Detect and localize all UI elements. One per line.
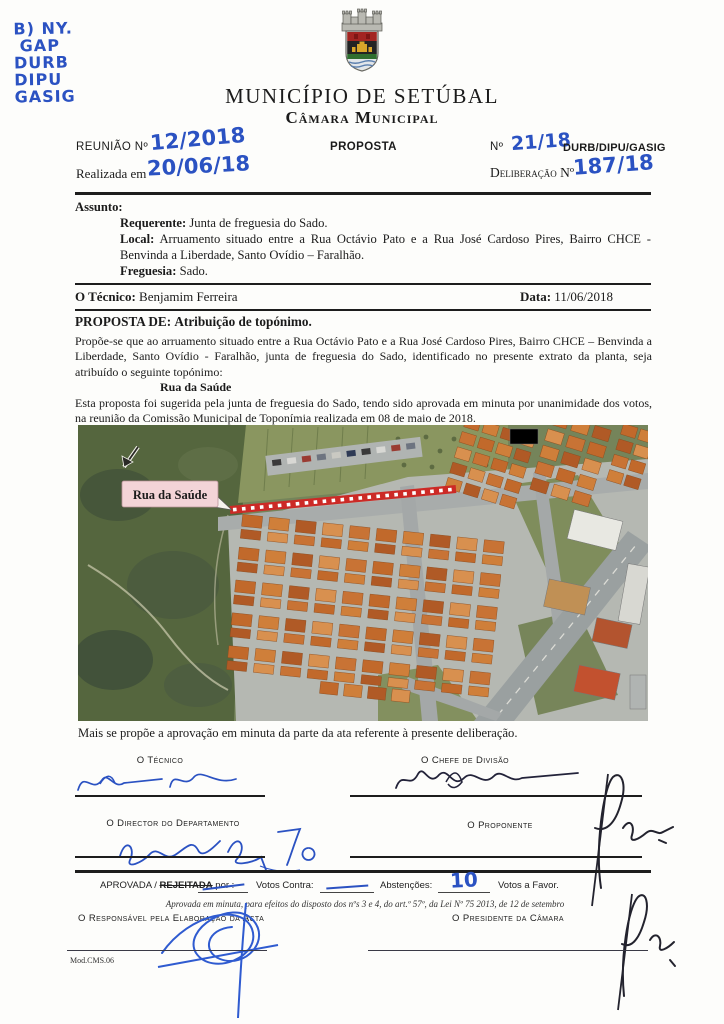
proponente-signature [555, 768, 685, 908]
tecnico-signature [70, 760, 270, 800]
freguesia-label: Freguesia: [120, 264, 177, 278]
note-line: DURB [13, 52, 69, 73]
proposta-title-label: PROPOSTA DE: [75, 314, 172, 329]
responsavel-signature-line [67, 950, 267, 951]
reuniao-label: REUNIÃO Nº [76, 141, 149, 153]
proposta-paragraph-1: Propõe-se que ao arruamento situado entre a Rua Octávio Pato e a Rua José Cardoso Pires, Bairro CHCE – Benvinda a Liberdade, Santo Ovídio - Faralhão, junta de freguesia do Sado, identificado no presente extrato da planta, seja atribuído o seguinte topónimo: [75, 334, 652, 379]
street-label-text: Rua da Saúde [132, 488, 208, 502]
data-label: Data: [520, 289, 552, 304]
votos-favor-handwritten-value: 10 [449, 867, 479, 893]
divider [75, 870, 651, 873]
freguesia-line [120, 263, 651, 279]
deliberacao-number-handwritten: 187/18 [572, 150, 655, 180]
data-row [520, 289, 613, 305]
proposta-number-label: Nº [490, 141, 504, 153]
responsavel-acta-label: O Responsável pela Elaboração da Acta [78, 913, 265, 924]
data-value: 11/06/2018 [554, 289, 614, 304]
requerente-label: Requerente: [120, 216, 187, 230]
director-signature [110, 818, 340, 878]
abstencoes-label: Abstenções: [380, 880, 433, 891]
proponente-signature-label: O Proponente [467, 820, 533, 831]
toponimo-line: Rua da Saúde [160, 380, 232, 395]
proponente-signature-line [350, 856, 642, 858]
proposta-title-value: Atribuição de topónimo. [174, 314, 312, 329]
proposta-body [75, 334, 652, 426]
assunto-label: Assunto: [75, 200, 123, 214]
divider [75, 309, 651, 311]
reuniao-number-handwritten: 12/2018 [149, 122, 247, 156]
tecnico-row [75, 289, 238, 305]
tecnico-label: O Técnico: [75, 289, 136, 304]
divider [75, 192, 651, 195]
tecnico-name: Benjamim Ferreira [139, 289, 238, 304]
proposta-title [75, 314, 312, 330]
director-signature-line [75, 856, 265, 858]
local-label: Local: [120, 232, 155, 246]
note-line: DIPU [14, 69, 63, 90]
deliberacao-label: Deliberação Nº [490, 165, 575, 180]
por-text: por : [215, 880, 235, 891]
freguesia-value: Sado. [179, 264, 208, 278]
slash-text: / [154, 880, 157, 891]
requerente-value: Junta de freguesia do Sado. [189, 216, 328, 230]
minuta-note: Mais se propõe a aprovação em minuta da parte da ata referente à presente deliberação. [78, 726, 518, 740]
requerente-line [120, 215, 651, 231]
presidente-signature-line [368, 950, 648, 951]
tecnico-signature-label: O Técnico [136, 755, 184, 766]
director-signature-label: O Director do Departamento [106, 818, 240, 829]
local-line [120, 231, 651, 263]
meeting-date-handwritten: 20/06/18 [146, 151, 251, 181]
rejeitada-text-struck: REJEITADA [159, 880, 213, 891]
setubal-coat-of-arms-icon [330, 8, 394, 78]
proposta-paragraph-2: Esta proposta foi sugerida pela junta de freguesia do Sado, tendo sido aprovada em minuta por unanimidade dos votos, na reunião da Comissão Municipal de Toponímia realizada em 08 de maio de 2018. [75, 395, 652, 426]
proposta-label: PROPOSTA [330, 141, 397, 153]
aerial-plan-image [78, 425, 648, 721]
local-value: Arruamento situado entre a Rua Octávio Pato e a Rua José Cardoso Pires, Bairro CHCE - Benvinda a Liberdade, Santo Ovídio – Faralhão. [120, 232, 651, 262]
tecnico-signature-line [75, 795, 265, 797]
realizada-label: Realizada em [76, 166, 147, 181]
votos-contra-label: Votos Contra: [256, 880, 314, 891]
departments-code: DURB/DIPU/GASIG [563, 142, 666, 154]
form-model-reference: Mod.CMS.06 [70, 956, 115, 965]
chefe-divisao-signature-label: O Chefe de Divisão [421, 755, 509, 766]
presidente-camara-label: O Presidente da Câmara [452, 913, 564, 924]
votos-favor-label: Votos a Favor. [498, 880, 559, 891]
municipality-title: MUNICÍPIO DE SETÚBAL [225, 84, 499, 108]
council-subtitle: Câmara Municipal [285, 108, 439, 127]
note-line: B) NY. [13, 18, 74, 39]
aprovada-text: APROVADA [100, 880, 152, 891]
note-line: GASIG [14, 86, 76, 107]
assunto-section [75, 199, 651, 279]
legal-note: Aprovada em minuta, para efeitos do disposto dos nºs 3 e 4, do art.º 57º, da Lei Nº 75 2013, de 12 de setembro [165, 899, 565, 909]
note-line: GAP [19, 35, 61, 56]
responsavel-acta-signature [150, 885, 320, 1020]
proposta-number-handwritten: 21/18 [510, 128, 572, 156]
divider [75, 283, 651, 285]
